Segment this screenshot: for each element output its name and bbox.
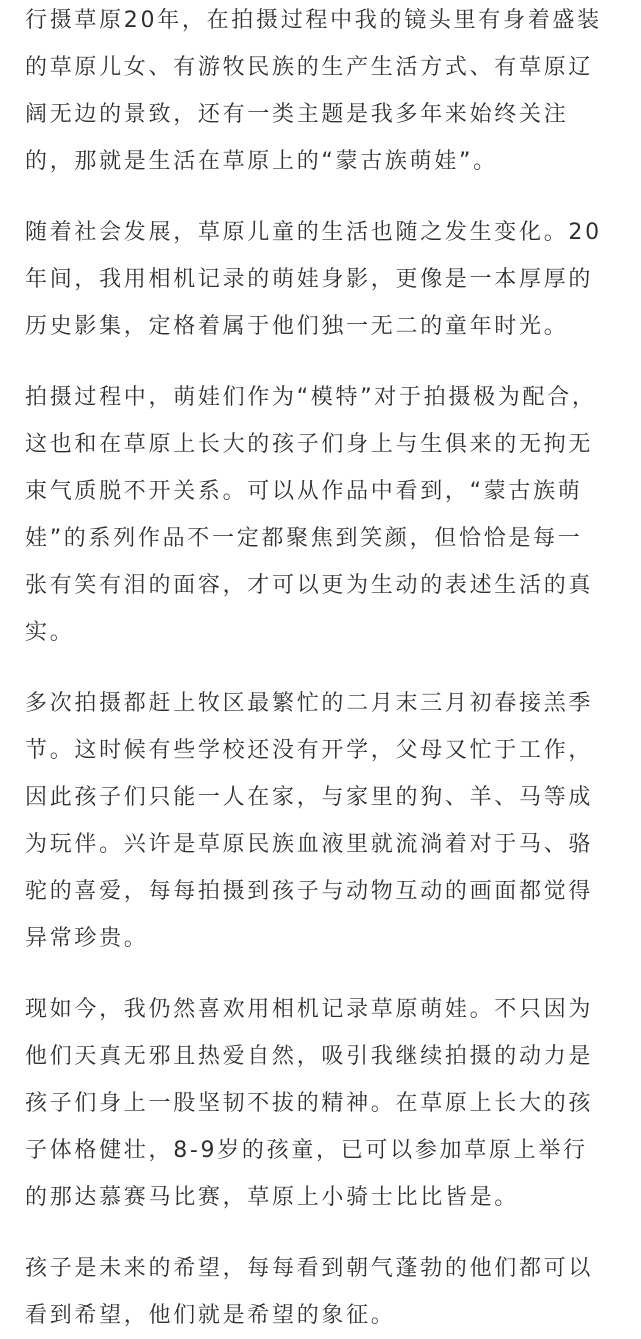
paragraph-6: 孩子是未来的希望，每每看到朝气蓬勃的他们都可以 看到希望，他们就是希望的象征。 <box>25 1256 594 1328</box>
paragraph-4: 多次拍摄都赶上牧区最繁忙的二月末三月初春接羔季 节。这时候有些学校还没有开学，父母又忙于工作， 因此孩子们只能一人在家，与家里的狗、羊、马等成 为玩伴。兴许是草原民族血液里就流淌着对于马、骆 驼的喜爱，每每拍摄到孩子与动物互动的画面都觉得 异常珍贵。 <box>25 691 594 951</box>
paragraph-3: 拍摄过程中，萌娃们作为“模特”对于拍摄极为配合， 这也和在草原上长大的孩子们身上与生俱来的无拘无 束气质脱不开关系。可以从作品中看到，“蒙古族萌 娃”的系列作品不一定都聚焦到笑颜，但恰恰是每一 张有笑有泪的面容，才可以更为生动的表述生活的真 实。 <box>25 385 597 645</box>
paragraph-2: 随着社会发展，草原儿童的生活也随之发生变化。20 年间，我用相机记录的萌娃身影，更像是一本厚厚的 历史影集，定格着属于他们独一无二的童年时光。 <box>25 220 602 339</box>
paragraph-1: 行摄草原20年，在拍摄过程中我的镜头里有身着盛装 的草原儿女、有游牧民族的生产生活方式、有草原辽 阔无边的景致，还有一类主题是我多年来始终关注 的，那就是生活在草原上的“蒙古族萌娃”。 <box>25 8 602 174</box>
paragraph-5: 现如今，我仍然喜欢用相机记录草原萌娃。不只因为 他们天真无邪且热爱自然，吸引我继续拍摄的动力是 孩子们身上一股坚韧不拔的精神。在草原上长大的孩 子体格健壮，8-9岁的孩童，已可以参加草原上举行 的那达慕赛马比赛，草原上小骑士比比皆是。 <box>25 997 594 1210</box>
